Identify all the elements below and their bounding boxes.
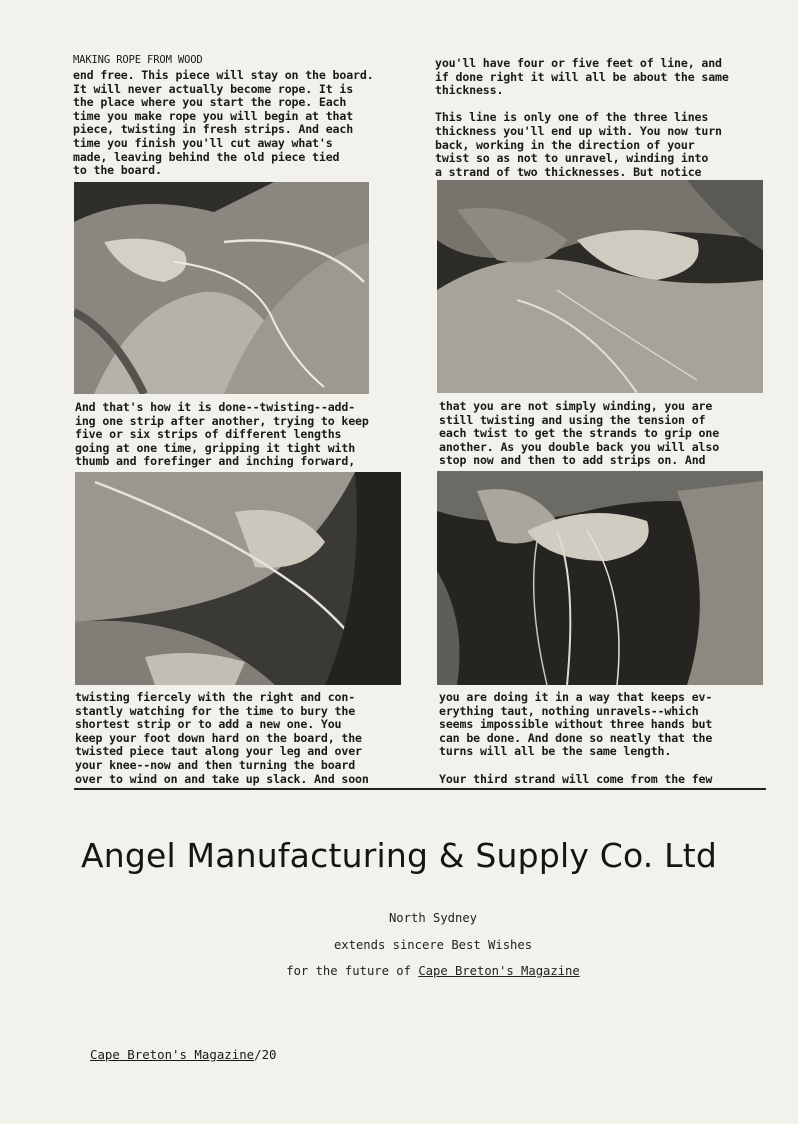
photo-hands-winding-strands <box>437 180 763 393</box>
text-block-right-bottom: you are doing it in a way that keeps ev- erything taut, nothing unravels--which seems impossible without three hands but can be done. And done so neatly that the turns will all be the same length. <box>439 690 713 759</box>
text-block-right-last-line: Your third strand will come from the few <box>439 772 713 786</box>
photo-adding-strips <box>437 471 763 685</box>
ad-future-prefix: for the future of <box>286 964 419 978</box>
article-heading: MAKING ROPE FROM WOOD <box>73 54 203 66</box>
text-block-right-top: you'll have four or five feet of line, and if done right it will all be about the same thickness. This line is only one of the three lines thickness you'll end up with. You now turn back, working in the direction of your twist so as not to unravel, winding into a strand of two thicknesses. But notice <box>435 56 729 179</box>
text-block-left-mid: And that's how it is done--twisting--add- ing one strip after another, trying to keep five or six strips of different lengths going at one time, gripping it tight with thumb and forefinger and inching forward, <box>75 400 369 469</box>
page-footer <box>90 1047 277 1062</box>
ad-magazine-name: Cape Breton's Magazine <box>418 964 580 978</box>
footer-page-number: /20 <box>254 1047 277 1062</box>
text-block-left-bottom: twisting fiercely with the right and con- stantly watching for the time to bury the shortest strip or to add a new one. You keep your foot down hard on the board, the twisted piece taut along your leg and over your knee--now and then turning the board over to wind on and take up slack. And soon <box>75 690 369 786</box>
text-block-right-mid: that you are not simply winding, you are still twisting and using the tension of each twist to get the strands to grip one another. As you double back you will also stop now and then to add strips on. And <box>439 399 720 468</box>
text-block-left-top: end free. This piece will stay on the board. It will never actually become rope. It is the place where you start the rope. Each time you make rope you will begin at that piece, twisting in fresh strips. And each time you finish you'll cut away what's made, leaving behind the old piece tied to the board. <box>73 68 374 178</box>
column-bottom-rule <box>74 788 766 790</box>
ad-company-name: Angel Manufacturing & Supply Co. Ltd <box>80 836 718 875</box>
photo-twisting-along-leg <box>75 472 401 685</box>
ad-best-wishes: extends sincere Best Wishes <box>333 938 533 952</box>
ad-location: North Sydney <box>388 911 478 925</box>
ad-future-line <box>0 964 798 978</box>
footer-magazine-name: Cape Breton's Magazine <box>90 1047 255 1062</box>
photo-hands-starting-rope <box>74 182 369 394</box>
